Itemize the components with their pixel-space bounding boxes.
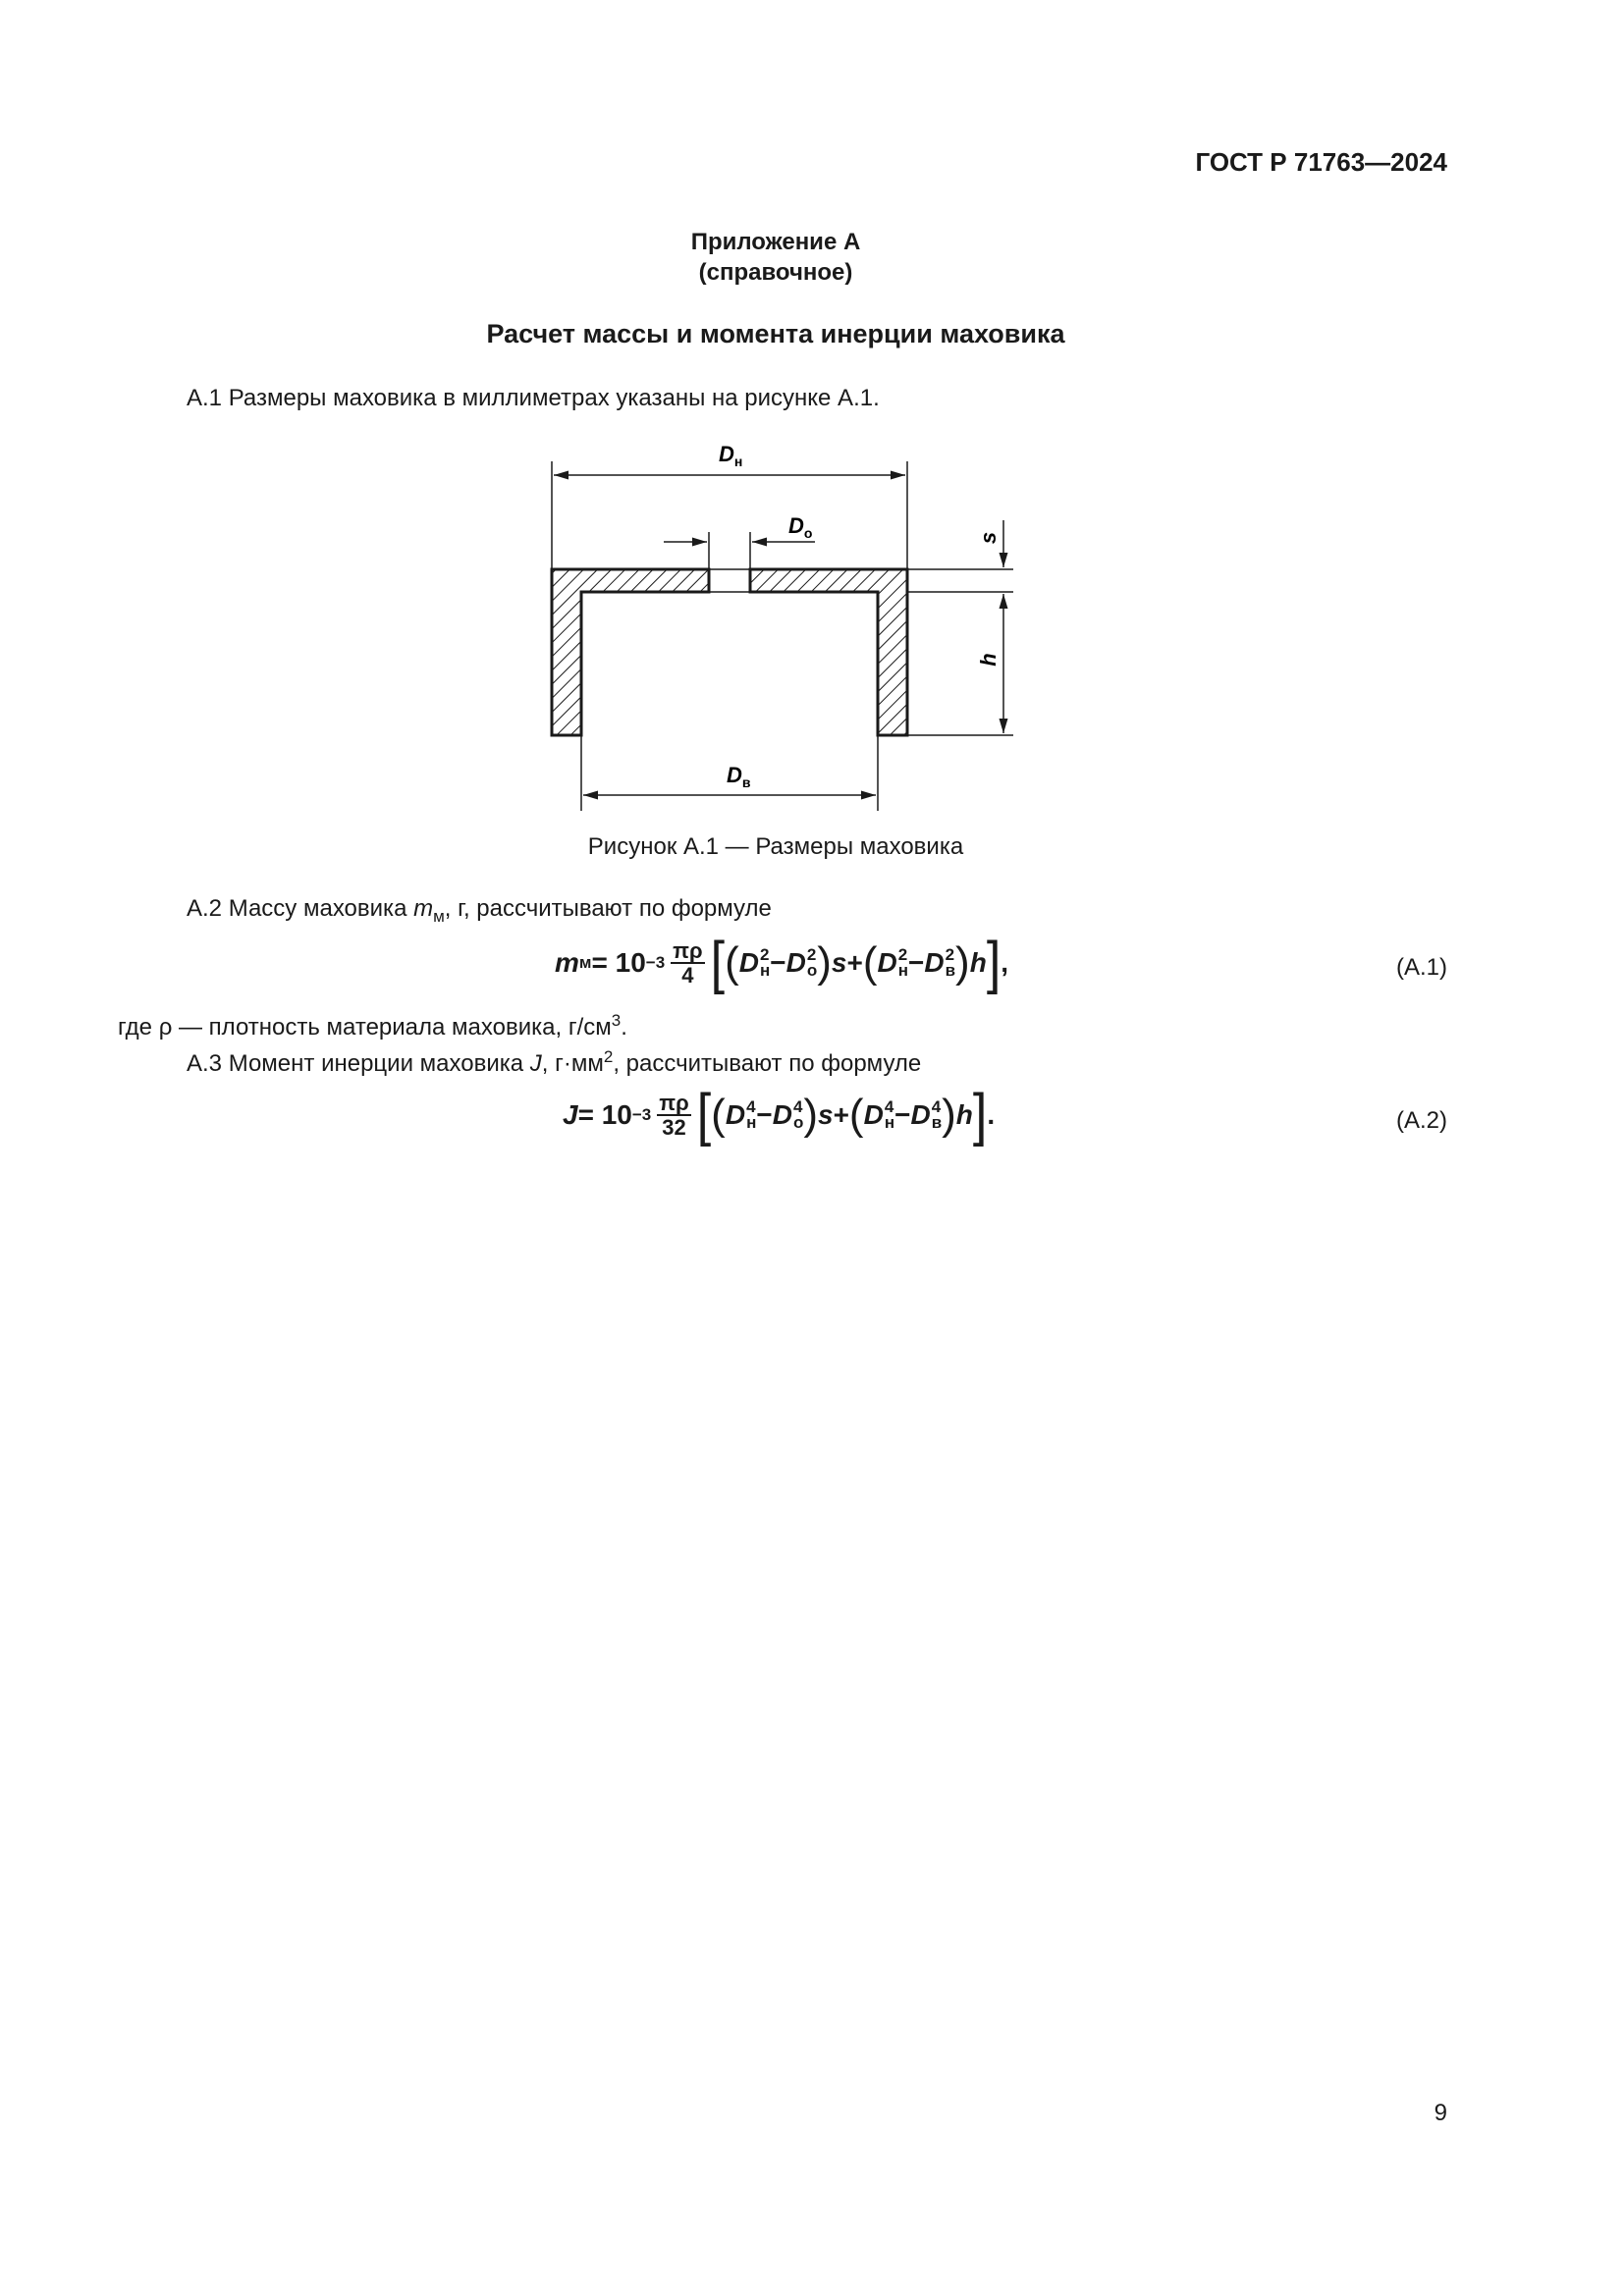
section-title: Расчет массы и момента инерции маховика [486, 319, 1065, 348]
equation-number-a1: (А.1) [1395, 954, 1447, 981]
where-clause: где ρ — плотность материала маховика, $г/см^3$. [118, 1011, 627, 1041]
flywheel-dimension-figure [530, 437, 1041, 820]
flywheel-section [552, 569, 907, 735]
figure-caption: Рисунок А.1 — Размеры маховика [587, 833, 964, 860]
paragraph-a2: А.2 Массу маховика $m_м$, г, рассчитывают по формуле [187, 895, 772, 926]
formula-a1: m м = 10 −3 $\frac{\pi\rho}{4}$ [ ( D 2 н − D 2 о ) s + ( D 2 н − D 2 в ) h ] , [555, 930, 1009, 996]
equation-number-a2: (А.2) [1395, 1107, 1447, 1134]
label-outer-diameter: $D_н$ [719, 442, 743, 469]
formula-a2: J = 10 −3 $\frac{\pi\rho}{32}$ [ ( D 4 н − D 4 о ) s + ( D 4 н − D 4 в ) h ] . [563, 1082, 996, 1148]
paragraph-a1: А.1 Размеры маховика в миллиметрах указаны на рисунке А.1. [187, 385, 880, 411]
page-number: 9 [1434, 2100, 1447, 2126]
label-inner-diameter: $D_в$ [727, 763, 751, 790]
paragraph-a3: А.3 Момент инерции маховика J, $г\cdot мм^2$, рассчитывают по формуле [187, 1047, 922, 1077]
annex-title: Приложение А [690, 229, 861, 255]
label-hole-diameter: $D_о$ [788, 513, 813, 541]
annex-type: (справочное) [698, 259, 853, 286]
label-s: s [976, 531, 1001, 545]
label-h: h [976, 653, 1001, 667]
document-code: ГОСТ Р 71763—2024 [1195, 147, 1447, 177]
